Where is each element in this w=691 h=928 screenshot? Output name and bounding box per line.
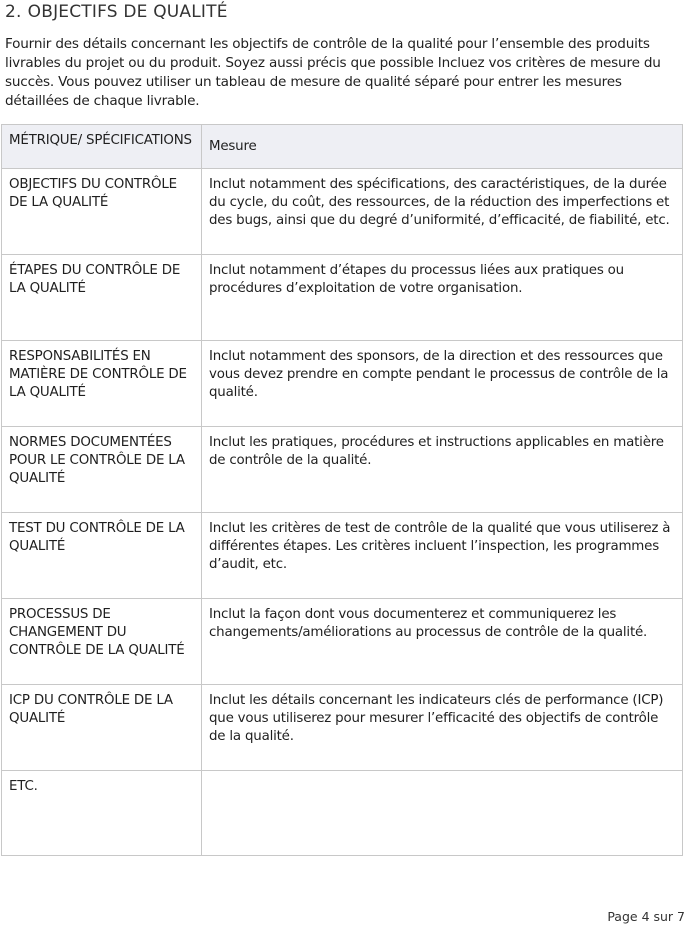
measure-cell[interactable] bbox=[202, 771, 683, 856]
section-number: 2. bbox=[5, 2, 22, 22]
metric-cell: PROCESSUS DE CHANGEMENT DU CONTRÔLE DE LA QUALITÉ bbox=[2, 599, 202, 685]
table-row bbox=[2, 685, 683, 771]
table-row bbox=[2, 427, 683, 513]
quality-objectives-table bbox=[1, 124, 683, 856]
measure-cell[interactable]: Inclut notamment des sponsors, de la direction et des ressources que vous devez prendre en compte pendant le processus de contrôle de la qualité. bbox=[202, 341, 683, 427]
header-metric: MÉTRIQUE/ SPÉCIFICATIONS bbox=[2, 125, 202, 169]
metric-cell: RESPONSABILITÉS EN MATIÈRE DE CONTRÔLE DE LA QUALITÉ bbox=[2, 341, 202, 427]
metric-cell: ÉTAPES DU CONTRÔLE DE LA QUALITÉ bbox=[2, 255, 202, 341]
metric-cell: ICP DU CONTRÔLE DE LA QUALITÉ bbox=[2, 685, 202, 771]
header-measure: Mesure bbox=[202, 125, 683, 169]
table-row bbox=[2, 513, 683, 599]
section-heading bbox=[5, 2, 228, 22]
measure-cell[interactable]: Inclut la façon dont vous documenterez et communiquerez les changements/améliorations au processus de contrôle de la qualité. bbox=[202, 599, 683, 685]
table-row bbox=[2, 169, 683, 255]
measure-cell[interactable]: Inclut notamment d’étapes du processus liées aux pratiques ou procédures d’exploitation de votre organisation. bbox=[202, 255, 683, 341]
metric-cell: OBJECTIFS DU CONTRÔLE DE LA QUALITÉ bbox=[2, 169, 202, 255]
table-row bbox=[2, 341, 683, 427]
measure-cell[interactable]: Inclut les pratiques, procédures et instructions applicables en matière de contrôle de la qualité. bbox=[202, 427, 683, 513]
table-row bbox=[2, 599, 683, 685]
table-row bbox=[2, 255, 683, 341]
section-title: OBJECTIFS DE QUALITÉ bbox=[27, 2, 228, 22]
table-header-row bbox=[2, 125, 683, 169]
table-row bbox=[2, 771, 683, 856]
intro-paragraph: Fournir des détails concernant les objectifs de contrôle de la qualité pour l’ensemble des produits livrables du projet ou du produit. Soyez aussi précis que possible Incluez vos critères de mesure du succès. Vous pouvez utiliser un tableau de mesure de qualité séparé pour entrer les mesures détaillées de chaque livrable. bbox=[5, 36, 661, 109]
metric-cell: NORMES DOCUMENTÉES POUR LE CONTRÔLE DE LA QUALITÉ bbox=[2, 427, 202, 513]
metric-cell: TEST DU CONTRÔLE DE LA QUALITÉ bbox=[2, 513, 202, 599]
metric-cell: ETC. bbox=[2, 771, 202, 856]
measure-cell[interactable]: Inclut les détails concernant les indicateurs clés de performance (ICP) que vous utiliserez pour mesurer l’efficacité des objectifs de contrôle de la qualité. bbox=[202, 685, 683, 771]
page-number: Page 4 sur 7 bbox=[607, 909, 685, 924]
measure-cell[interactable]: Inclut notamment des spécifications, des caractéristiques, de la durée du cycle, du coût, des ressources, de la réduction des imperfections et des bugs, ainsi que du degré d’uniformité, d’efficacité, de fiabilité, etc. bbox=[202, 169, 683, 255]
measure-cell[interactable]: Inclut les critères de test de contrôle de la qualité que vous utiliserez à différentes étapes. Les critères incluent l’inspection, les programmes d’audit, etc. bbox=[202, 513, 683, 599]
